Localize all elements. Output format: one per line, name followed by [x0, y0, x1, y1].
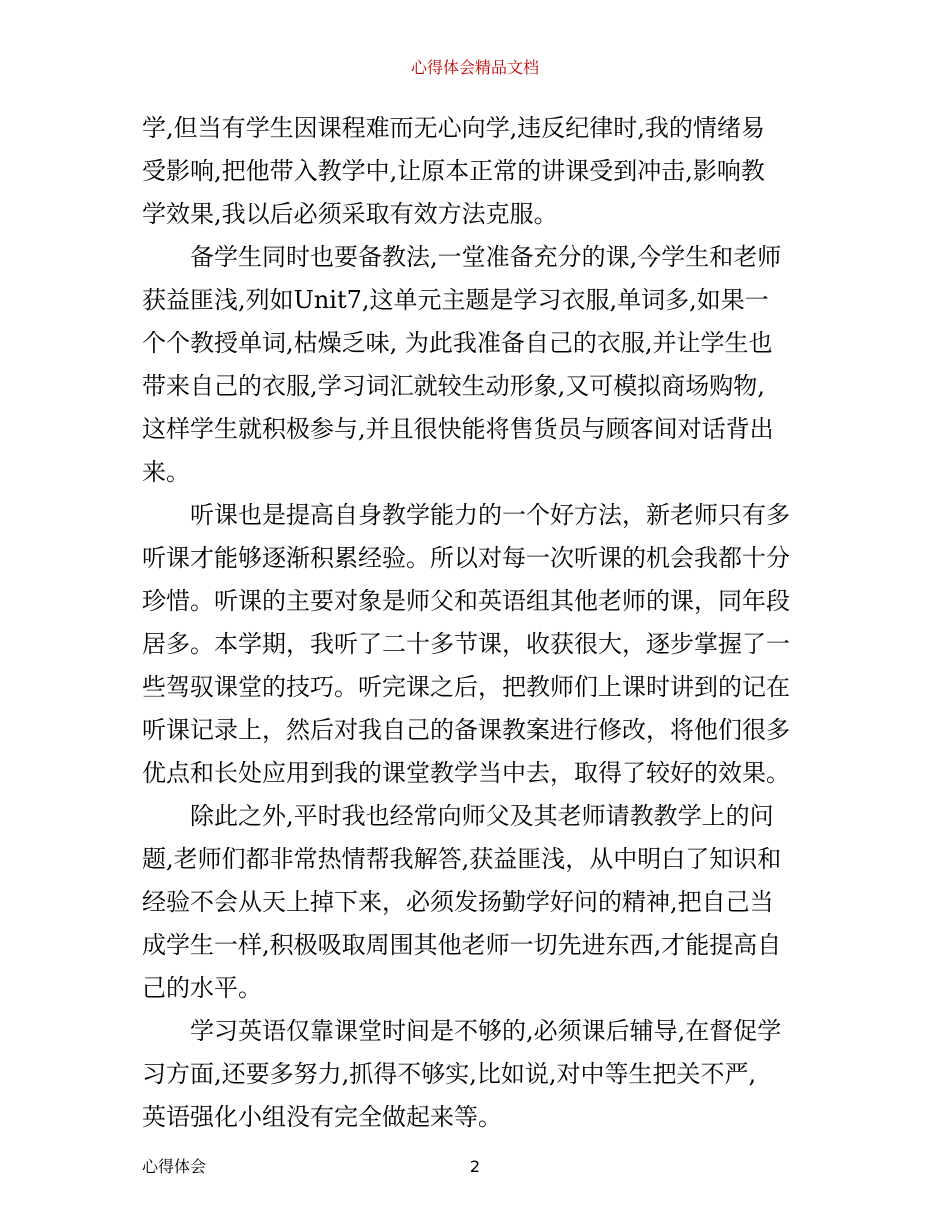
text-line: 个个教授单词,枯燥乏味, 为此我准备自己的衣服,并让学生也	[142, 329, 773, 357]
text-line: 听课才能够逐渐积累经验。所以对每一次听课的机会我都十分	[142, 544, 790, 572]
page-header-title: 心得体会精品文档	[410, 58, 539, 77]
text-line: 习方面,还要多努力,抓得不够实,比如说,对中等生把关不严,	[142, 1060, 757, 1088]
text-line: 珍惜。听课的主要对象是师父和英语组其他老师的课，同年段	[142, 587, 790, 615]
text-line: 题,老师们都非常热情帮我解答,获益匪浅，从中明白了知识和	[142, 845, 782, 873]
text-line: 受影响,把他带入教学中,让原本正常的讲课受到冲击,影响教	[142, 157, 765, 185]
text-line: 些驾驭课堂的技巧。听完课之后，把教师们上课时讲到的记在	[142, 673, 790, 701]
text-line: 这样学生就积极参与,并且很快能将售货员与顾客间对话背出	[142, 415, 774, 443]
text-line: 居多。本学期，我听了二十多节课，收获很大，逐步掌握了一	[142, 630, 790, 658]
text-line: 学,但当有学生因课程难而无心向学,违反纪律时,我的情绪易	[142, 114, 765, 142]
text-line: 己的水平。	[142, 974, 262, 1002]
text-line: 来。	[142, 458, 190, 486]
text-line: 听课记录上，然后对我自己的备课教案进行修改，将他们很多	[142, 716, 790, 744]
text-line: 英语强化小组没有完全做起来等。	[142, 1103, 502, 1131]
footer-label: 心得体会	[142, 1157, 207, 1176]
text-line: 备学生同时也要备教法,一堂准备充分的课,今学生和老师	[142, 243, 782, 271]
text-line: 成学生一样,积极吸取周围其他老师一切先进东西,才能提高自	[142, 931, 782, 959]
page-number: 2	[469, 1157, 481, 1176]
document-body	[142, 107, 812, 1139]
text-line: 带来自己的衣服,学习词汇就较生动形象,又可模拟商场购物,	[142, 372, 765, 400]
text-line: 优点和长处应用到我的课堂教学当中去，取得了较好的效果。	[142, 759, 790, 787]
text-line: 听课也是提高自身教学能力的一个好方法，新老师只有多	[142, 501, 790, 529]
text-line: 学习英语仅靠课堂时间是不够的,必须课后辅导,在督促学	[142, 1017, 782, 1045]
text-line: 经验不会从天上掉下来，必须发扬勤学好问的精神,把自己当	[142, 888, 774, 916]
text-line: 学效果,我以后必须采取有效方法克服。	[142, 200, 558, 228]
text-line: 除此之外,平时我也经常向师父及其老师请教教学上的问	[142, 802, 774, 830]
text-line: 获益匪浅,列如Unit7,这单元主题是学习衣服,单词多,如果一	[142, 286, 769, 314]
